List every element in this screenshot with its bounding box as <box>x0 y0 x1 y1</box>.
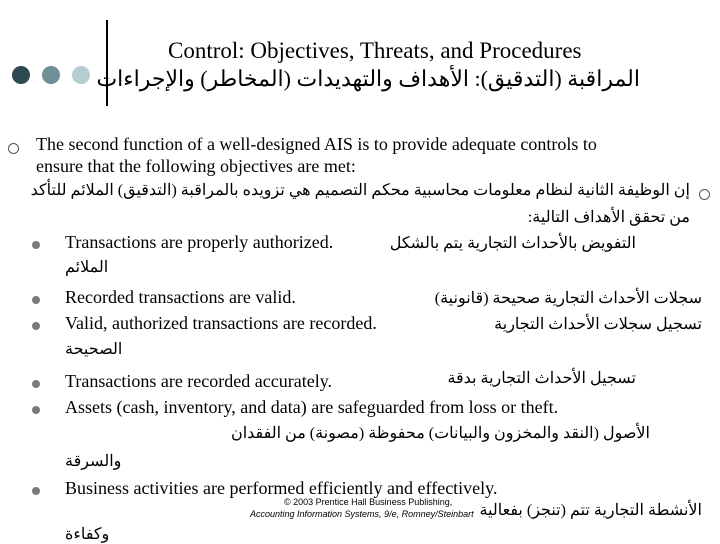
footer-copyright: © 2003 Prentice Hall Business Publishing, <box>284 497 453 507</box>
bullet-5-ar-line3: والسرقة <box>65 453 122 470</box>
bullet-6-en: Business activities are performed efficiently and effectively. <box>65 478 498 498</box>
slide-title-en: Control: Objectives, Threats, and Procedures <box>168 38 582 63</box>
footer-book-text: Accounting Information Systems, 9/e, Romney/Steinbart <box>250 509 474 519</box>
intro-en-bullet-icon <box>8 143 19 154</box>
decor-dot-light <box>72 66 90 84</box>
title-divider <box>106 20 108 106</box>
bullet-3-ar-line2: الصحيحة <box>65 341 123 358</box>
decor-dot-dark <box>12 66 30 84</box>
intro-ar-line1: إن الوظيفة الثانية لنظام معلومات محاسبية محكم التصميم هي تزويده بالمراقبة (التدقيق) الملائم للتأكد <box>30 182 690 199</box>
bullet-6-icon <box>32 487 40 495</box>
bullet-6-ar-line3: وكفاءة <box>65 526 110 543</box>
bullet-1-ar: التفويض بالأحداث التجارية يتم بالشكل <box>389 235 636 252</box>
bullet-1-icon <box>32 241 40 249</box>
intro-en-line1: The second function of a well-designed AIS is to provide adequate controls to <box>36 134 597 154</box>
bullet-3-icon <box>32 322 40 330</box>
bullet-4-icon <box>32 380 40 388</box>
intro-ar-bullet-icon <box>699 189 710 200</box>
bullet-1-en: Transactions are properly authorized. <box>65 232 334 252</box>
bullet-2-ar: سجلات الأحداث التجارية صحيحة (قانونية) <box>434 290 702 307</box>
bullet-5-icon <box>32 406 40 414</box>
footer-book <box>250 509 474 519</box>
decor-dot-mid <box>42 66 60 84</box>
bullet-4-en: Transactions are recorded accurately. <box>65 371 333 391</box>
bullet-2-icon <box>32 296 40 304</box>
bullet-3-en: Valid, authorized transactions are recorded. <box>65 313 377 333</box>
bullet-1-ar-line2: الملائم <box>65 259 109 276</box>
intro-en-line2: ensure that the following objectives are met: <box>36 156 356 176</box>
slide-title-ar: المراقبة (التدقيق): الأهداف والتهديدات (المخاطر) والإجراءات <box>96 66 640 91</box>
intro-ar-line2: من تحقق الأهداف التالية: <box>527 209 690 226</box>
bullet-4-ar: تسجيل الأحداث التجارية بدقة <box>447 370 636 387</box>
bullet-5-ar-line2: الأصول (النقد والمخزون والبيانات) محفوظة (مصونة) من الفقدان <box>230 425 650 442</box>
bullet-5-en: Assets (cash, inventory, and data) are safeguarded from loss or theft. <box>65 397 559 417</box>
bullet-3-ar: تسجيل سجلات الأحداث التجارية <box>494 316 702 333</box>
bullet-6-ar-line2: الأنشطة التجارية تتم (تنجز) بفعالية <box>479 502 702 519</box>
bullet-2-en: Recorded transactions are valid. <box>65 287 296 307</box>
